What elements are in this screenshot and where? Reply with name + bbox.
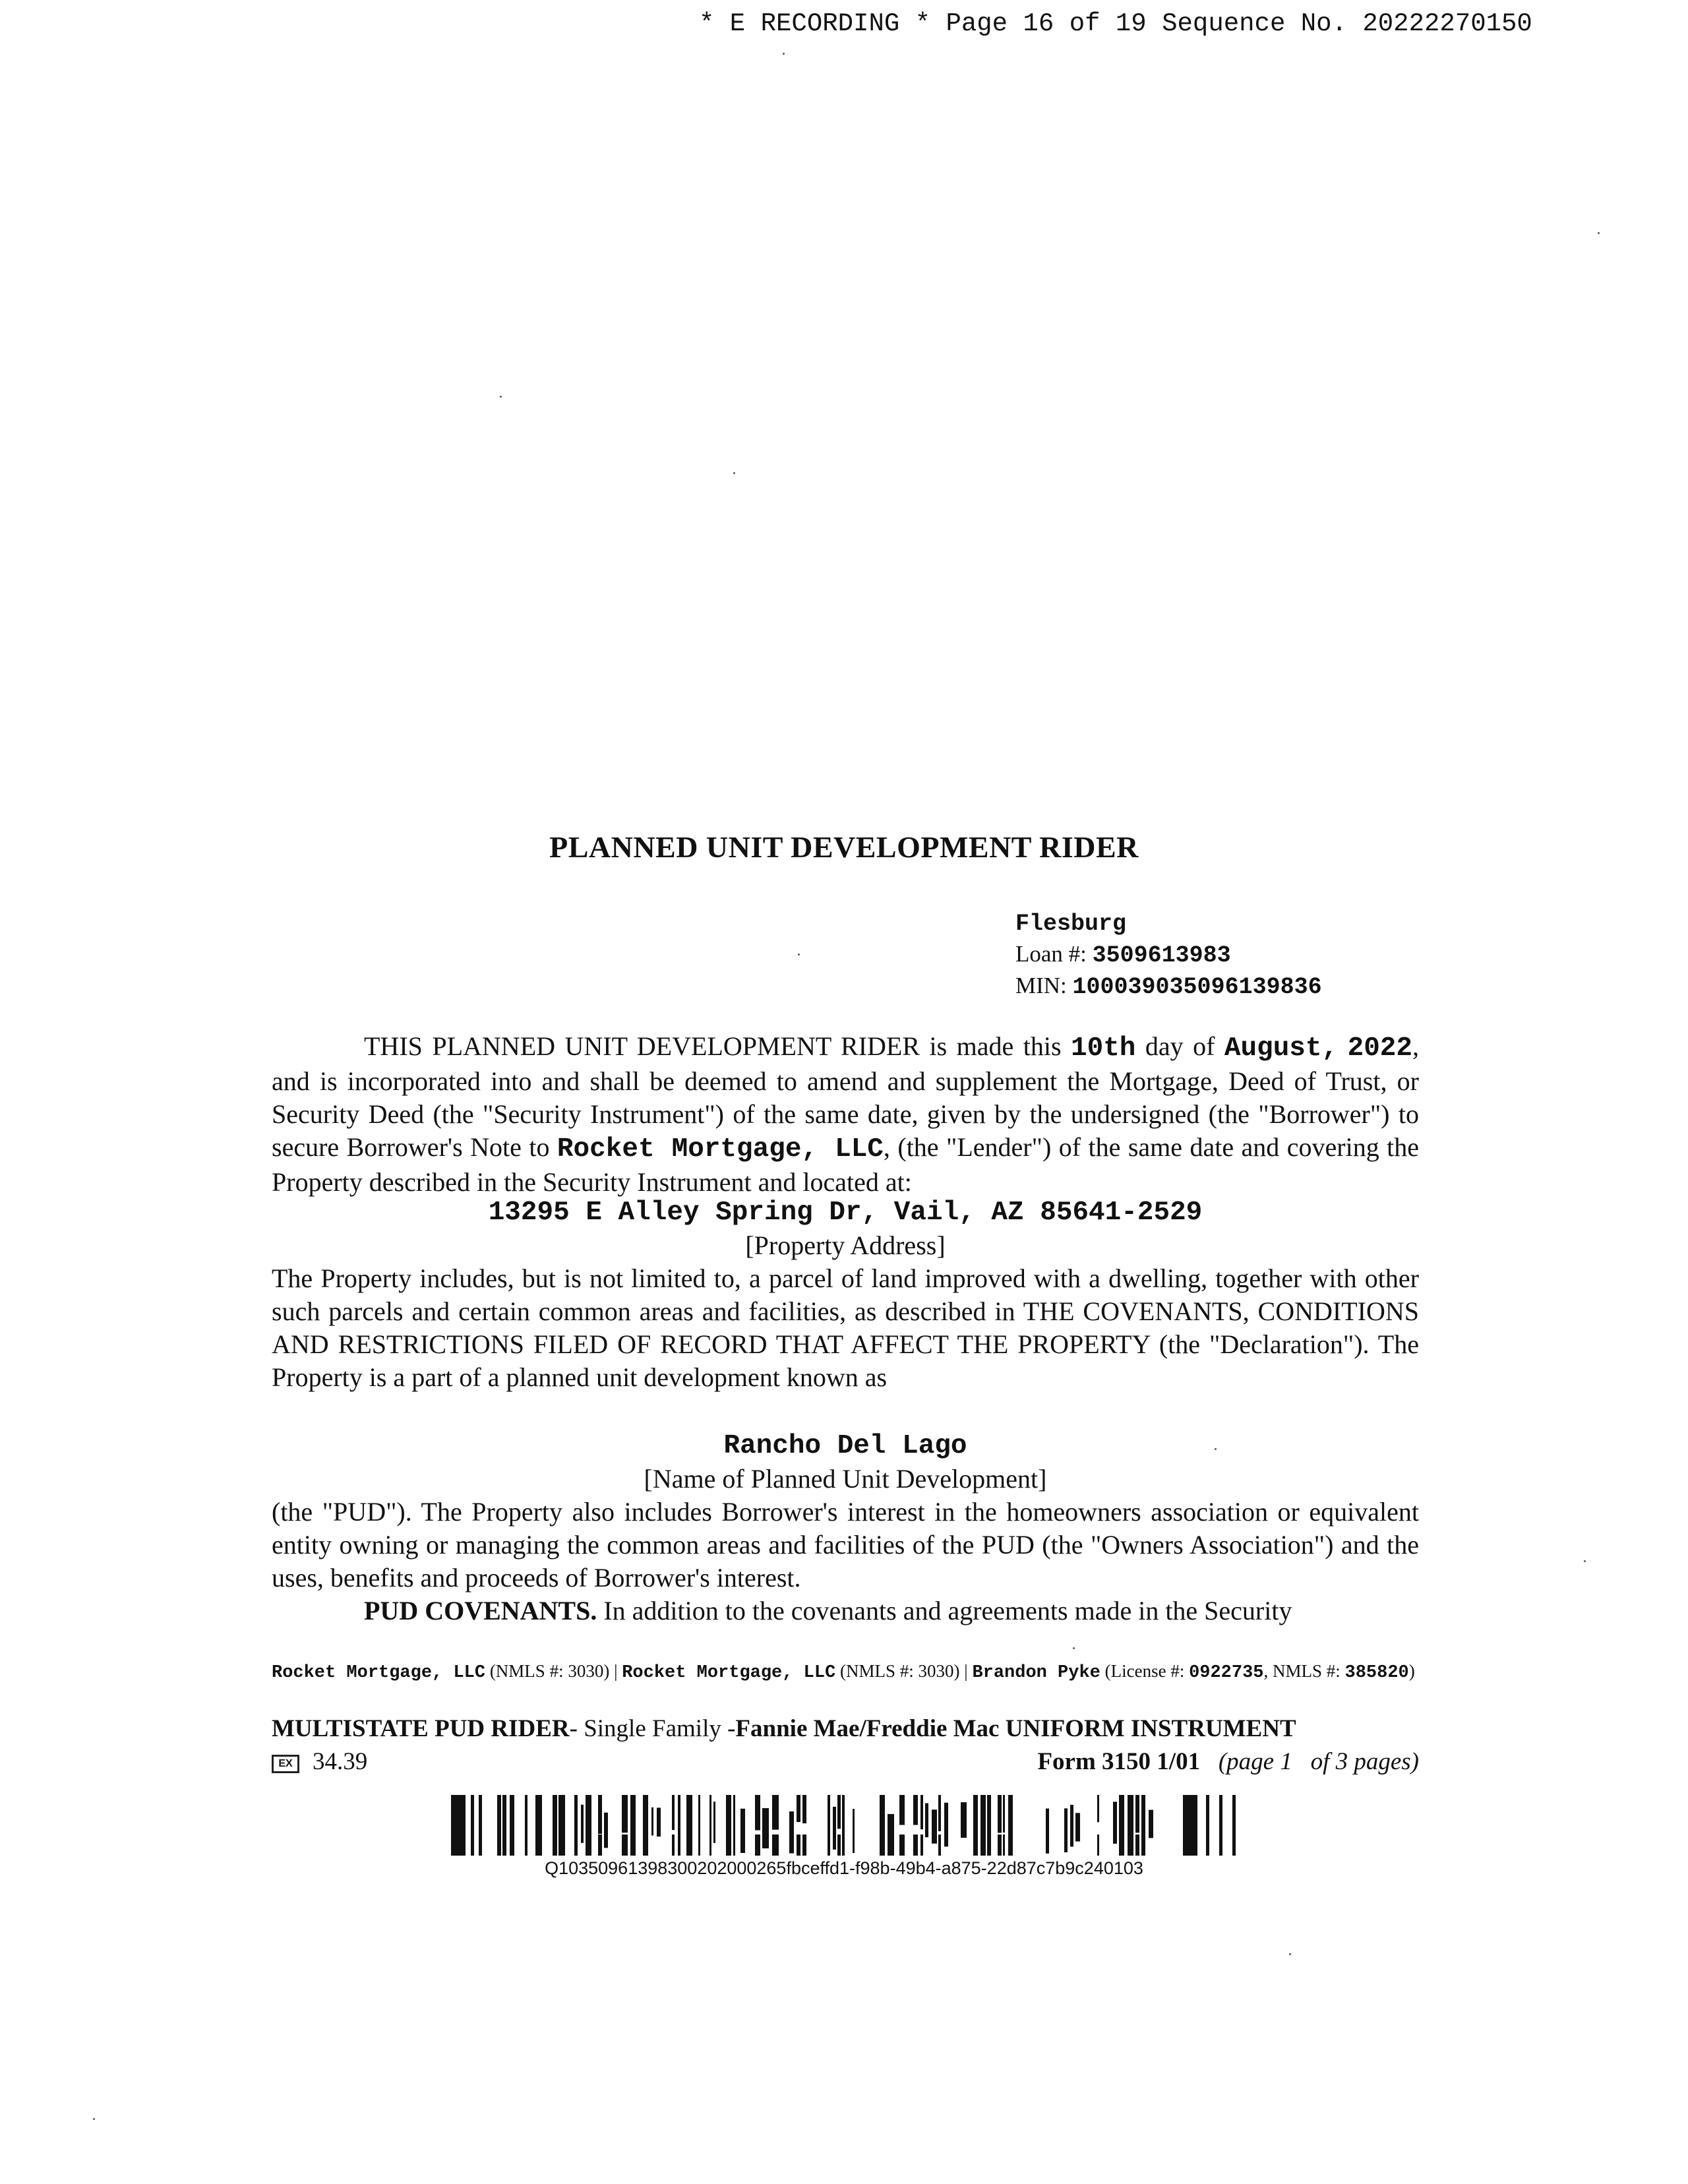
ex-code-value: 34.39: [313, 1748, 368, 1775]
scan-speck: [783, 53, 785, 55]
separator: |: [964, 1661, 968, 1681]
ex-code: [272, 1747, 367, 1776]
property-address-label: [Property Address]: [745, 1230, 946, 1260]
scan-speck: [1073, 1647, 1075, 1649]
p1-text-a: THIS PLANNED UNIT DEVELOPMENT RIDER is made this: [364, 1031, 1062, 1061]
covenants-heading: PUD COVENANTS.: [364, 1596, 597, 1625]
pud-name-label: [Name of Planned Unit Development]: [644, 1464, 1047, 1494]
p4-text: In addition to the covenants and agreements made in the Security: [603, 1596, 1292, 1625]
loan-info-block: [1015, 909, 1322, 1002]
company-1-nmls: (NMLS #: 3030): [489, 1661, 610, 1681]
loan-number-label: Loan #:: [1015, 941, 1087, 967]
originator-name: Brandon Pyke: [972, 1663, 1100, 1683]
scan-speck: [733, 472, 735, 474]
rider-year: 2022: [1347, 1033, 1413, 1064]
scan-speck: [1584, 1560, 1586, 1562]
rider-paragraph-4: [272, 1594, 1419, 1627]
borrower-name: Flesburg: [1015, 911, 1127, 937]
rider-day: 10th: [1070, 1033, 1136, 1064]
p1-text-c: , and is incorporated into and shall be deemed to amend and supplement the Mortgage, Deed of Trust, or Security Deed (the "Security Instrument") of the same date, given by the undersigned (the "Borrower") to secure Borrower's Note to: [272, 1031, 1420, 1162]
form-number-page: [1037, 1747, 1419, 1776]
barcode-bars: [451, 1795, 1236, 1856]
p1-text-d: , (the "Lender") of the same date and covering the Property described in the Security Instrument and located at:: [272, 1132, 1420, 1197]
nmls-number: 385820: [1344, 1663, 1409, 1683]
min-line: [1015, 971, 1322, 1002]
property-address: 13295 E Alley Spring Dr, Vail, AZ 85641-2529: [488, 1198, 1203, 1228]
pud-name: Rancho Del Lago: [723, 1431, 967, 1461]
rider-paragraph-3: (the "PUD"). The Property also includes Borrower's interest in the homeowners association or equivalent entity owning or managing the common areas and facilities of the PUD (the "Owners Association") and the uses, benefits and proceeds of Borrower's interest.: [272, 1497, 1419, 1592]
form-title-normal: - Single Family -: [569, 1715, 736, 1742]
recording-header: * E RECORDING * Page 16 of 19 Sequence No. 20222270150: [699, 9, 1532, 38]
form-title-bold-1: MULTISTATE PUD RIDER: [272, 1715, 570, 1742]
barcode-image: [451, 1795, 1240, 1856]
scan-speck: [1215, 1448, 1217, 1450]
scan-speck: [1289, 1953, 1291, 1955]
license-number: 0922735: [1189, 1663, 1264, 1683]
form-title-bold-2: Fannie Mae/Freddie Mac UNIFORM INSTRUMENT: [735, 1715, 1296, 1742]
min-number: 100039035096139836: [1072, 974, 1322, 1000]
loan-number-line: [1015, 939, 1322, 971]
ex-form-icon: EX: [272, 1755, 299, 1773]
rider-paragraph-1: [272, 1030, 1419, 1199]
company-2: Rocket Mortgage, LLC: [622, 1663, 836, 1683]
loan-number: 3509613983: [1092, 942, 1231, 969]
license-label: (License #:: [1104, 1661, 1185, 1681]
barcode-text: Q10350961398300202000265fbceffd1-f98b-49b4-a875-22d87c7b9c240103: [545, 1858, 1143, 1878]
document-title: PLANNED UNIT DEVELOPMENT RIDER: [549, 830, 1139, 864]
scan-speck: [1598, 232, 1600, 234]
form-title: [272, 1714, 1296, 1743]
form-number: Form 3150 1/01: [1037, 1748, 1201, 1775]
rider-paragraph-2: The Property includes, but is not limited to, a parcel of land improved with a dwelling, together with other such parcels and certain common areas and facilities, as described in THE COVENANTS, CONDITIONS AND RESTRICTIONS FILED OF RECORD THAT AFFECT THE PROPERTY (the "Declaration"). The Property is a part of a planned unit development known as: [272, 1263, 1419, 1392]
nmls-label: , NMLS #:: [1263, 1661, 1341, 1681]
page-indicator: (page 1 of 3 pages): [1218, 1748, 1419, 1775]
rider-month: August,: [1224, 1033, 1339, 1064]
scan-speck: [798, 954, 800, 956]
close-paren: ): [1408, 1661, 1415, 1681]
company-2-nmls: (NMLS #: 3030): [840, 1661, 960, 1681]
separator: |: [614, 1661, 618, 1681]
originator-footer: [272, 1659, 1432, 1685]
p1-text-b: day of: [1145, 1031, 1215, 1061]
scan-speck: [93, 2118, 95, 2120]
scan-speck: [500, 396, 502, 398]
min-label: MIN:: [1015, 973, 1067, 998]
lender-name: Rocket Mortgage, LLC: [557, 1134, 884, 1165]
company-1: Rocket Mortgage, LLC: [272, 1663, 486, 1683]
